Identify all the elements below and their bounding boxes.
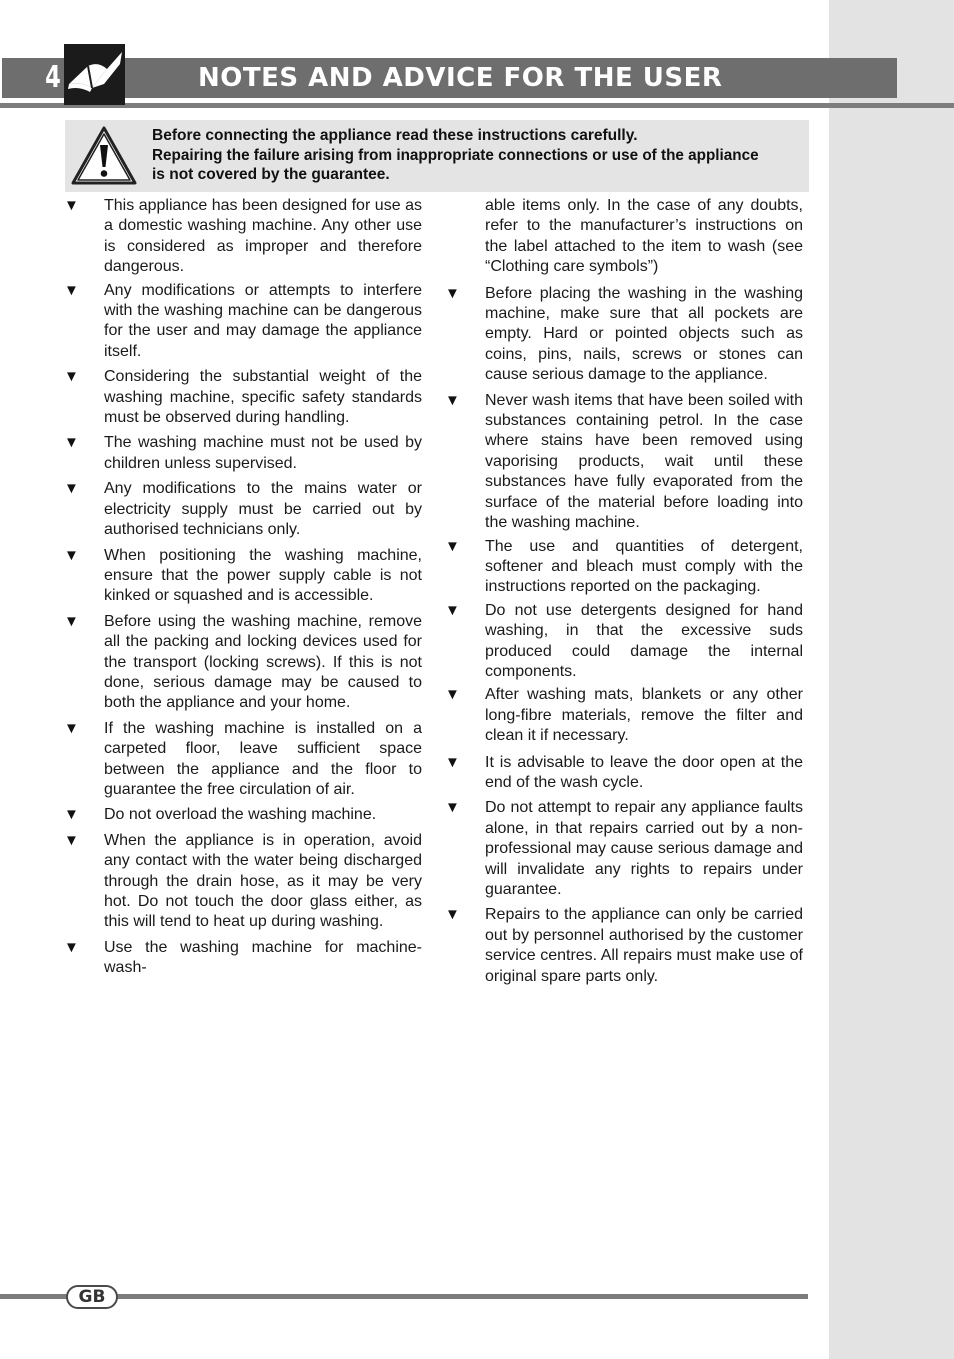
bullet-triangle-icon: ▼ [64, 831, 79, 849]
bullet-triangle-icon: ▼ [64, 546, 79, 564]
list-item-text: Use the washing machine for machine-wash- [104, 938, 422, 977]
list-item-text: The use and quantities of detergent, softener and bleach must comply with the instructions reported on the packaging. [485, 537, 803, 596]
warning-line: is not covered by the guarantee. [152, 166, 390, 183]
list-item-text: Do not use detergents designed for hand washing, in that the excessive suds produced could damage the internal components. [485, 601, 803, 680]
list-item [64, 938, 422, 979]
list-item [64, 479, 422, 540]
footer-divider [0, 1294, 808, 1299]
bullet-triangle-icon: ▼ [64, 480, 79, 498]
bullet-triangle-icon: ▼ [64, 806, 79, 824]
bullet-triangle-icon: ▼ [445, 284, 460, 302]
list-item [64, 805, 422, 825]
right-column [445, 196, 803, 987]
list-item [64, 433, 422, 474]
list-item-text: The washing machine must not be used by children unless supervised. [104, 434, 422, 472]
list-item-text: able items only. In the case of any doubts, refer to the manufacturer’s instructions on the label attached to the item to wash (see “Clothing care symbols”) [485, 197, 803, 276]
book-icon [64, 44, 125, 105]
header-divider [0, 103, 954, 108]
list-item-text: Never wash items that have been soiled with substances containing petrol. In the case where stains have been removed using vaporising products, wait until these substances have fully evaporated from the surface of the material before loading into the washing machine. [485, 391, 803, 532]
left-column [64, 196, 422, 979]
list-item [445, 798, 803, 900]
list-item-text: Any modifications or attempts to interfere with the washing machine can be dangerous for the user and may damage the appliance itself. [104, 281, 422, 360]
list-item [64, 546, 422, 607]
bullet-triangle-icon: ▼ [445, 906, 460, 924]
list-item [64, 281, 422, 363]
list-item-text: Considering the substantial weight of the washing machine, specific safety standards must be observed during handling. [104, 368, 422, 427]
list-item [445, 284, 803, 386]
list-item-text: When positioning the washing machine, ensure that the power supply cable is not kinked or squashed and is accessible. [104, 546, 422, 605]
list-item-text: Repairs to the appliance can only be carried out by personnel authorised by the customer service centres. All repairs must make use of original spare parts only. [485, 906, 803, 985]
list-item [64, 367, 422, 428]
list-item [445, 685, 803, 746]
language-badge: GB [66, 1285, 118, 1309]
warning-line: Repairing the failure arising from inappropriate connections or use of the appliance [152, 146, 759, 164]
bullet-triangle-icon: ▼ [64, 281, 79, 299]
list-item-text: Any modifications to the mains water or electricity supply must be carried out by authorised technicians only. [104, 480, 422, 539]
list-item-text: It is advisable to leave the door open at the end of the wash cycle. [485, 753, 803, 791]
list-item-text: If the washing machine is installed on a carpeted floor, leave sufficient space between the appliance and the floor to guarantee the free circulation of air. [104, 719, 422, 798]
list-item-text: Before using the washing machine, remove all the packing and locking devices used for the transport (locking screws). If this is not done, serious damage may be caused to both the appliance and your home. [104, 612, 422, 712]
list-item [64, 196, 422, 278]
list-item-text: After washing mats, blankets or any other long-fibre materials, remove the filter and clean it if necessary. [485, 686, 803, 745]
list-item-text: Do not attempt to repair any appliance faults alone, in that repairs carried out by a non-professional may cause serious damage and will invalidate any rights to repairs under guarantee. [485, 799, 803, 898]
list-item [64, 831, 422, 933]
side-strip [829, 0, 954, 1359]
list-item [445, 537, 803, 598]
list-item-text: When the appliance is in operation, avoid any contact with the water being discharged through the drain hose, as it may be very hot. Do not touch the door glass either, as this will tend to heat up during washing. [104, 831, 422, 931]
bullet-triangle-icon: ▼ [64, 368, 79, 386]
bullet-triangle-icon: ▼ [445, 537, 460, 555]
bullet-triangle-icon: ▼ [445, 391, 460, 409]
warning-triangle-icon [70, 125, 138, 187]
list-item [445, 753, 803, 794]
list-item-text: Do not overload the washing machine. [104, 806, 377, 824]
list-item [445, 601, 803, 683]
bullet-triangle-icon: ▼ [445, 753, 460, 771]
list-item-text: This appliance has been designed for use as a domestic washing machine. Any other use is considered as improper and therefore dangerous. [104, 197, 422, 276]
bullet-triangle-icon: ▼ [64, 612, 79, 630]
warning-notice [65, 120, 809, 192]
bullet-triangle-icon: ▼ [445, 601, 460, 619]
warning-text [152, 126, 812, 185]
warning-line: Before connecting the appliance read these instructions carefully. [152, 127, 638, 144]
bullet-triangle-icon: ▼ [445, 686, 460, 704]
page-number: 4 [45, 60, 61, 95]
bullet-triangle-icon: ▼ [64, 197, 79, 214]
list-item-continuation [485, 196, 803, 278]
bullet-triangle-icon: ▼ [64, 719, 79, 737]
list-item-text: Before placing the washing in the washing machine, make sure that all pockets are empty. Hard or pointed objects such as coins, pins, nails, screws or stones can cause serious damage to the appliance. [485, 284, 803, 384]
list-item [445, 905, 803, 987]
list-item [445, 391, 803, 534]
list-item [64, 612, 422, 714]
bullet-triangle-icon: ▼ [64, 938, 79, 956]
list-item [64, 719, 422, 801]
bullet-triangle-icon: ▼ [64, 434, 79, 452]
page-title: NOTES AND ADVICE FOR THE USER [198, 63, 723, 93]
bullet-triangle-icon: ▼ [445, 799, 460, 817]
